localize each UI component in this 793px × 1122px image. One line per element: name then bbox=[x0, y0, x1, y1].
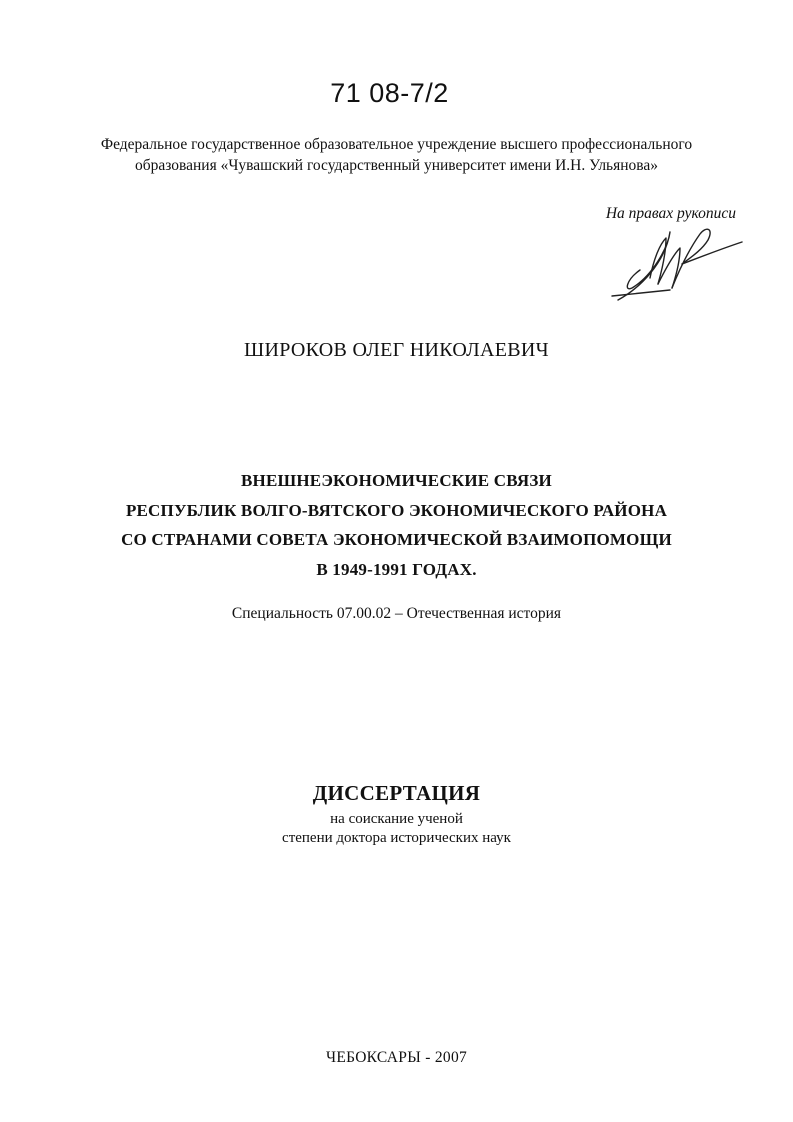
city-year: ЧЕБОКСАРЫ - 2007 bbox=[325, 1049, 468, 1066]
signature-icon bbox=[610, 218, 750, 308]
degree-description bbox=[0, 810, 793, 848]
dissertation-title bbox=[0, 466, 793, 584]
title-line: СО СТРАНАМИ СОВЕТА ЭКОНОМИЧЕСКОЙ ВЗАИМОПОМОЩИ bbox=[121, 530, 672, 549]
author-name: ШИРОКОВ ОЛЕГ НИКОЛАЕВИЧ bbox=[244, 339, 549, 361]
specialty: Специальность 07.00.02 – Отечественная история bbox=[231, 605, 562, 622]
degree-line: на соискание ученой bbox=[330, 811, 463, 827]
title-line: РЕСПУБЛИК ВОЛГО-ВЯТСКОГО ЭКОНОМИЧЕСКОГО РАЙОНА bbox=[125, 500, 668, 520]
institution-line: образования «Чувашский государственный университет имени И.Н. Ульянова» bbox=[134, 157, 659, 174]
institution-line: Федеральное государственное образовательное учреждение высшего профессионального bbox=[100, 136, 693, 153]
title-line: В 1949-1991 ГОДАХ. bbox=[316, 559, 477, 579]
title-line: ВНЕШНЕЭКОНОМИЧЕСКИЕ СВЯЗИ bbox=[241, 471, 552, 490]
call-number: 71 08-7/2 bbox=[330, 78, 449, 108]
document-type: ДИССЕРТАЦИЯ bbox=[312, 781, 481, 805]
institution-name bbox=[0, 134, 793, 176]
rights-note: На правах рукописи bbox=[605, 205, 736, 222]
degree-line: степени доктора исторических наук bbox=[282, 830, 511, 846]
